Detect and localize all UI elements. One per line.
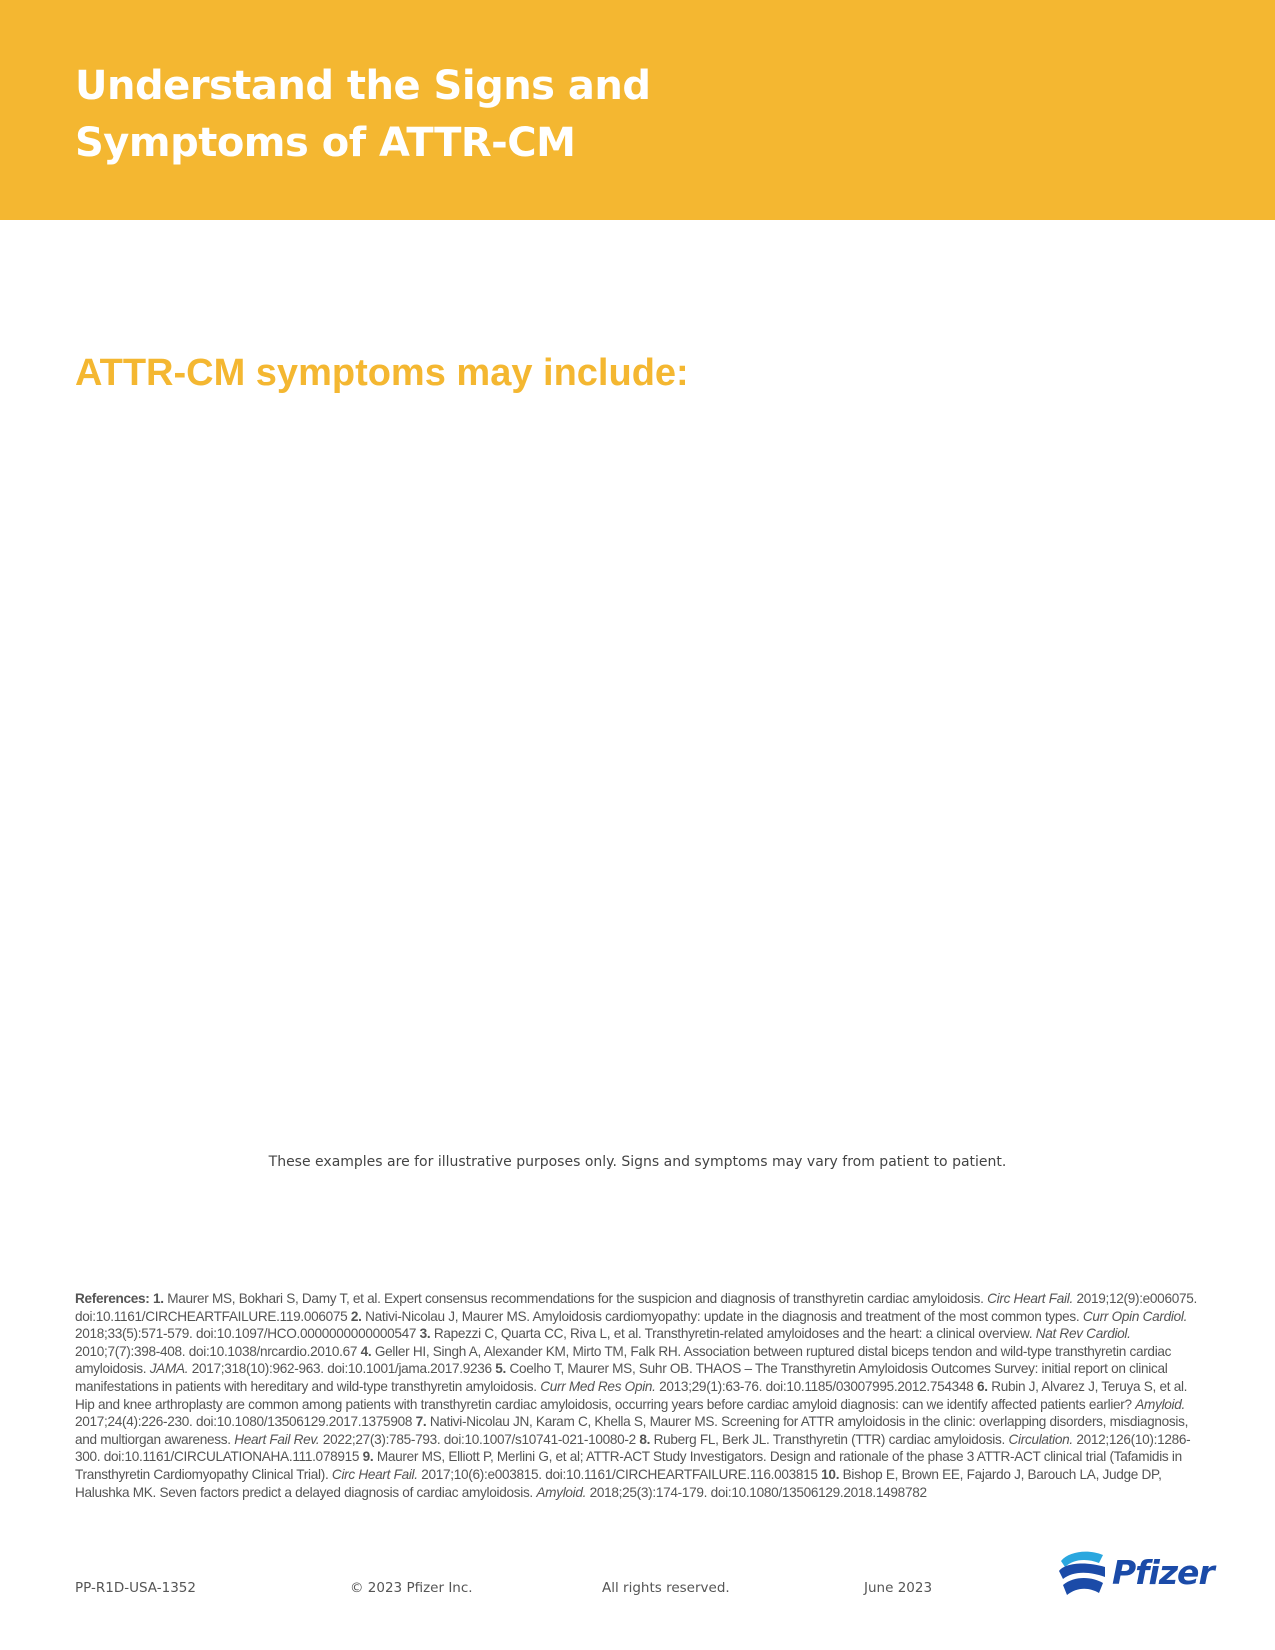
disclaimer-text: These examples are for illustrative purposes only. Signs and symptoms may vary from patient to patient. xyxy=(268,1154,1007,1170)
reference-text: Bishop E, Brown EE, Fajardo J, Barouch LA, Judge DP, Halushka MK. Seven factors predict a delayed diagnosis of cardiac amyloidosis. xyxy=(75,1466,1162,1500)
references-block xyxy=(75,1290,1205,1501)
reference-text: Maurer MS, Bokhari S, Damy T, et al. Expert consensus recommendations for the suspicion and diagnosis of transthyretin cardiac amyloidosis. xyxy=(167,1291,984,1306)
reference-number: 2. xyxy=(350,1308,362,1324)
reference-citation: 2010;7(7):398-408. doi:10.1038/nrcardio.2010.67 xyxy=(75,1343,358,1359)
reference-number: 1. xyxy=(153,1291,164,1306)
reference-journal: Amyloid. xyxy=(1135,1396,1186,1412)
page-title-line-2: Symptoms of ATTR-CM xyxy=(75,120,576,166)
reference-text: Nativi-Nicolau J, Maurer MS. Amyloidosis cardiomyopathy: update in the diagnosis and treatment of the most common types. xyxy=(365,1308,1080,1324)
reference-number: 5. xyxy=(495,1361,506,1377)
reference-journal: Heart Fail Rev. xyxy=(234,1431,320,1447)
pfizer-logo-wordmark: Pfizer xyxy=(1112,1553,1214,1592)
reference-citation: 2017;24(4):226-230. doi:10.1080/13506129.2017.1375908 xyxy=(75,1414,413,1430)
reference-number: 6. xyxy=(976,1378,988,1394)
reference-text: Maurer MS, Elliott P, Merlini G, et al; ATTR-ACT Study Investigators. Design and rationale of the phase 3 ATTR-ACT clinical trial (Tafamidis in Transthyretin Cardiomyopathy Clinical Trial). xyxy=(75,1449,1182,1482)
reference-number: 9. xyxy=(362,1449,374,1465)
reference-journal: JAMA. xyxy=(149,1361,189,1377)
reference-citation: 2013;29(1):63-76. doi:10.1185/03007995.2012.754348 xyxy=(659,1378,974,1394)
reference-number: 4. xyxy=(360,1343,372,1359)
reference-journal: Nat Rev Cardiol. xyxy=(1035,1326,1131,1342)
page-title-line-1: Understand the Signs and xyxy=(75,63,651,109)
reference-number: 3. xyxy=(419,1326,431,1342)
reference-number: 8. xyxy=(639,1431,651,1447)
reference-citation: 2012;126(10):1286-300. doi:10.1161/CIRCULATIONAHA.111.078915 xyxy=(75,1431,1191,1465)
references-label: References: xyxy=(75,1291,150,1306)
reference-text: Rubin J, Alvarez J, Teruya S, et al. Hip and knee arthroplasty are common among patients with transthyretin cardiac amyloidosis, occurring years before cardiac amyloid diagnosis: can we identify affected patients earlier? xyxy=(75,1378,1188,1412)
reference-citation: 2017;318(10):962-963. doi:10.1001/jama.2017.9236 xyxy=(191,1361,492,1377)
reference-text: Nativi-Nicolau JN, Karam C, Khella S, Maurer MS. Screening for ATTR amyloidosis in the clinic: overlapping disorders, misdiagnosis, and multiorgan awareness. xyxy=(75,1414,1189,1447)
footer-code: PP-R1D-USA-1352 xyxy=(75,1580,196,1596)
reference-journal: Circ Heart Fail. xyxy=(331,1466,418,1482)
reference-citation: 2022;27(3):785-793. doi:10.1007/s10741-021-10080-2 xyxy=(322,1431,636,1447)
reference-citation: 2019;12(9):e006075. doi:10.1161/CIRCHEARTFAILURE.119.006075 xyxy=(75,1291,1197,1324)
reference-citation: 2018;25(3):174-179. doi:10.1080/13506129.2018.1498782 xyxy=(589,1484,927,1500)
reference-text: Rapezzi C, Quarta CC, Riva L, et al. Transthyretin-related amyloidoses and the heart: a clinical overview. xyxy=(433,1326,1033,1342)
section-heading: ATTR-CM symptoms may include: xyxy=(75,352,689,394)
reference-citation: 2017;10(6):e003815. doi:10.1161/CIRCHEARTFAILURE.116.003815 xyxy=(421,1466,818,1482)
reference-journal: Curr Opin Cardiol. xyxy=(1082,1308,1188,1324)
header-band xyxy=(0,0,1275,220)
footer-date: June 2023 xyxy=(864,1580,933,1596)
reference-journal: Amyloid. xyxy=(536,1484,587,1500)
reference-journal: Curr Med Res Opin. xyxy=(540,1378,656,1394)
reference-number: 7. xyxy=(415,1414,427,1430)
reference-text: Ruberg FL, Berk JL. Transthyretin (TTR) cardiac amyloidosis. xyxy=(653,1431,1005,1447)
reference-text: Coelho T, Maurer MS, Suhr OB. THAOS – The Transthyretin Amyloidosis Outcomes Survey: initial report on clinical manifestations in patients with hereditary and wild-type transthyretin amyloidosis. xyxy=(75,1361,1168,1394)
page-title xyxy=(75,58,651,172)
reference-number: 10. xyxy=(821,1466,840,1482)
reference-citation: 2018;33(5):571-579. doi:10.1097/HCO.0000000000000547 xyxy=(75,1326,417,1342)
footer-copyright: © 2023 Pfizer Inc. xyxy=(350,1580,473,1596)
reference-journal: Circ Heart Fail. xyxy=(987,1291,1073,1306)
pfizer-logo xyxy=(1055,1547,1214,1609)
pfizer-logo-icon xyxy=(1055,1547,1111,1605)
reference-journal: Circulation. xyxy=(1008,1431,1073,1447)
footer-rights: All rights reserved. xyxy=(602,1580,730,1596)
reference-text: Geller HI, Singh A, Alexander KM, Mirto TM, Falk RH. Association between ruptured distal biceps tendon and wild-type transthyretin cardiac amyloidosis. xyxy=(75,1343,1172,1377)
